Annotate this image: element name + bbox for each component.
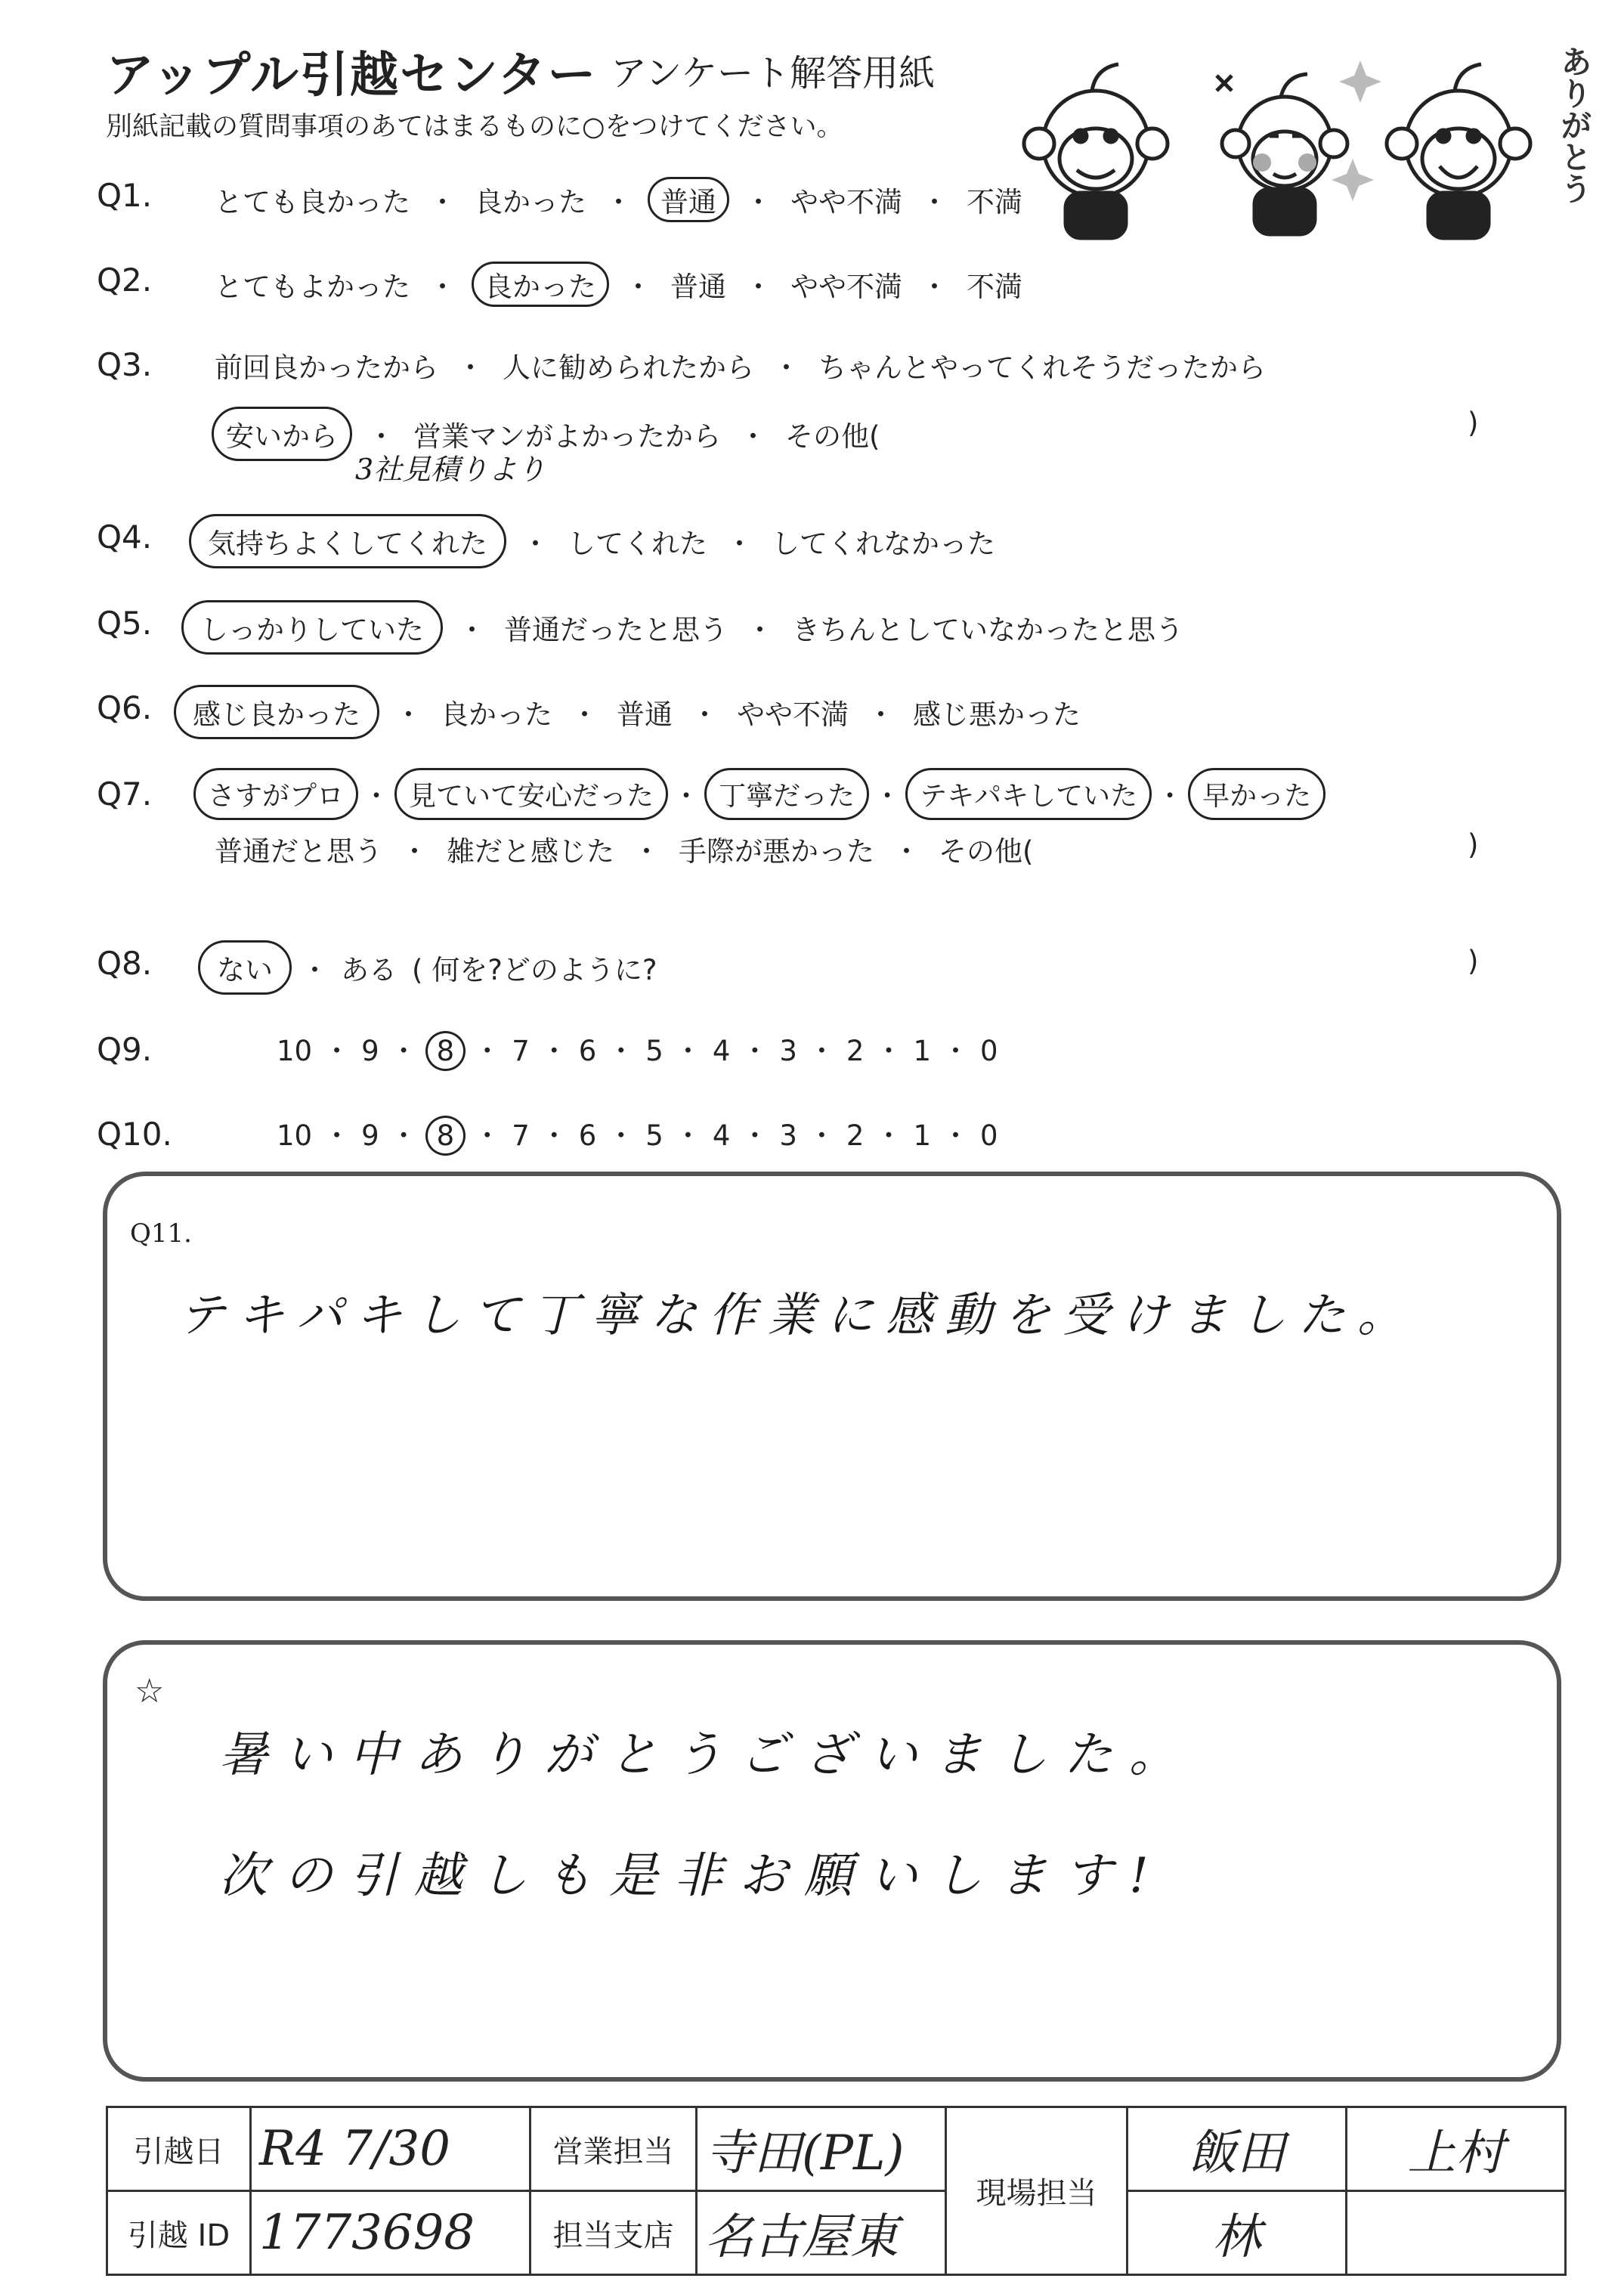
close-paren: ) <box>1468 828 1479 861</box>
branch-value: 名古屋東 <box>697 2191 946 2275</box>
moving-id-label: 引越 ID <box>107 2191 251 2275</box>
answer-options: 感じ良かった ・ 良かった ・ 普通 ・ やや不満 ・ 感じ悪かった <box>174 685 1084 739</box>
score[interactable]: 10 <box>277 1119 313 1152</box>
score[interactable]: 7 <box>512 1035 530 1067</box>
option[interactable]: その他( <box>785 420 880 453</box>
question-label: Q7. <box>97 776 153 813</box>
score-selected[interactable]: 8 <box>425 1116 466 1156</box>
option[interactable]: 雑だと感じた <box>447 835 614 868</box>
score[interactable]: 1 <box>913 1035 932 1067</box>
moving-date-value: R4 7/30 <box>251 2107 531 2191</box>
site-staff-1: 飯田 <box>1128 2107 1347 2191</box>
option[interactable]: 感じ悪かった <box>913 698 1081 731</box>
option-selected[interactable]: ない <box>198 940 292 995</box>
score[interactable]: 3 <box>779 1035 797 1067</box>
score[interactable]: 2 <box>846 1035 865 1067</box>
q11-free-answer-box[interactable] <box>103 1172 1561 1601</box>
star-icon: ☆ <box>135 1672 165 1710</box>
site-label: 現場担当 <box>946 2107 1128 2275</box>
company-name: アップル引越センター <box>106 48 598 104</box>
option[interactable]: やや不満 <box>790 186 902 218</box>
option[interactable]: 普通だと思う <box>215 835 382 868</box>
option-selected[interactable]: さすがプロ <box>193 768 358 820</box>
option[interactable]: 良かった <box>475 186 586 218</box>
option-selected[interactable]: 見ていて安心だった <box>394 768 668 820</box>
question-label: Q1. <box>97 177 153 214</box>
option[interactable]: 前回良かったから <box>215 351 438 384</box>
answer-options: しっかりしていた ・ 普通だったと思う ・ きちんとしていなかったと思う <box>181 600 1186 655</box>
q11-handwritten-answer: テキパキして丁寧な作業に感動を受けました。 <box>178 1287 1417 1342</box>
option[interactable]: 普通 <box>670 271 726 303</box>
question-label: Q3. <box>97 346 153 383</box>
option-selected[interactable]: テキパキしていた <box>905 768 1152 820</box>
option[interactable]: とても良かった <box>215 186 410 218</box>
option-selected[interactable]: 丁寧だった <box>704 768 869 820</box>
monkey-mascots-illustration <box>1005 30 1610 249</box>
score[interactable]: 4 <box>712 1035 731 1067</box>
question-label: Q2. <box>97 262 153 299</box>
moving-date-label: 引越日 <box>107 2107 251 2191</box>
option[interactable]: 不満 <box>967 271 1022 303</box>
option[interactable]: してくれなかった <box>772 528 995 560</box>
empty-cell <box>1347 2191 1566 2275</box>
option[interactable]: ちゃんとやってくれそうだったから <box>818 351 1266 384</box>
site-staff-2: 上村 <box>1347 2107 1566 2191</box>
score[interactable]: 5 <box>645 1035 664 1067</box>
option[interactable]: やや不満 <box>790 271 902 303</box>
close-paren: ) <box>1468 407 1479 439</box>
message-line-2: 次の引越しも是非お願いします! <box>219 1848 1165 1904</box>
q11-label: Q11. <box>130 1218 192 1249</box>
option[interactable]: 不満 <box>967 186 1022 218</box>
option[interactable]: してくれた <box>568 528 707 560</box>
option-selected[interactable]: 普通 <box>648 177 729 222</box>
score[interactable]: 9 <box>361 1035 379 1067</box>
form-title: アンケート解答用紙 <box>611 52 936 94</box>
question-label: Q8. <box>97 945 153 982</box>
option[interactable]: とてもよかった <box>215 271 410 303</box>
option[interactable]: やや不満 <box>737 698 849 731</box>
option[interactable]: きちんとしていなかったと思う <box>792 614 1183 646</box>
question-label: Q6. <box>97 689 153 726</box>
instruction-text: 別紙記載の質問事項のあてはまるものに○をつけてください。 <box>106 112 843 142</box>
sales-value: 寺田(PL) <box>697 2107 946 2191</box>
answer-options: さすがプロ ・ 見ていて安心だった ・ 丁寧だった ・ テキパキしていた ・ 早かった <box>193 768 1325 820</box>
thanks-vertical-text: ありがとう <box>1556 45 1593 204</box>
option-selected[interactable]: 感じ良かった <box>174 685 379 739</box>
moving-id-value: 1773698 <box>251 2191 531 2275</box>
question-label: Q5. <box>97 605 153 642</box>
option-detail: ( 何を?どのように? <box>412 954 657 986</box>
option-selected[interactable]: 気持ちよくしてくれた <box>189 514 506 568</box>
option[interactable]: 営業マンがよかったから <box>413 420 721 453</box>
sales-label: 営業担当 <box>531 2107 697 2191</box>
score-options: 10 ・ 9 ・ 8 ・ 7 ・ 6 ・ 5 ・ 4 ・ 3 ・ 2 ・ 1 ・ 0 <box>274 1028 1001 1071</box>
score-options: 10 ・ 9 ・ 8 ・ 7 ・ 6 ・ 5 ・ 4 ・ 3 ・ 2 ・ 1 ・ 0 <box>274 1113 1001 1156</box>
branch-label: 担当支店 <box>531 2191 697 2275</box>
option-selected[interactable]: 安いから <box>212 407 352 461</box>
answer-options: 気持ちよくしてくれた ・ してくれた ・ してくれなかった <box>189 514 998 568</box>
score[interactable]: 10 <box>277 1035 313 1067</box>
answer-options: とてもよかった ・ 良かった ・ 普通 ・ やや不満 ・ 不満 <box>212 262 1025 307</box>
option-selected[interactable]: 早かった <box>1188 768 1325 820</box>
message-line-1: 暑い中ありがとうございました。 <box>219 1727 1194 1783</box>
score[interactable]: 5 <box>645 1119 664 1152</box>
footer-info-table <box>106 2106 1567 2276</box>
handwritten-note: 3社見積りより <box>355 453 546 486</box>
question-label: Q4. <box>97 519 153 556</box>
score[interactable]: 0 <box>980 1119 998 1152</box>
option[interactable]: その他( <box>939 835 1034 868</box>
answer-options-row2: 普通だと思う ・ 雑だと感じた ・ 手際が悪かった ・ その他( <box>212 828 1036 869</box>
option[interactable]: 手際が悪かった <box>679 835 874 868</box>
option[interactable]: 普通だったと思う <box>504 614 728 646</box>
answer-options: 前回良かったから ・ 人に勧められたから ・ ちゃんとやってくれそうだったから <box>212 345 1269 385</box>
question-label: Q10. <box>97 1116 172 1153</box>
option-selected[interactable]: しっかりしていた <box>181 600 443 655</box>
close-paren: ) <box>1468 945 1479 977</box>
score-selected[interactable]: 8 <box>425 1031 466 1071</box>
option[interactable]: 普通 <box>617 698 673 731</box>
score[interactable]: 6 <box>578 1035 597 1067</box>
score[interactable]: 4 <box>712 1119 731 1152</box>
answer-options: とても良かった ・ 良かった ・ 普通 ・ やや不満 ・ 不満 <box>212 177 1025 222</box>
answer-options: ない ・ ある ( 何を?どのように? <box>198 940 660 995</box>
score[interactable]: 7 <box>512 1119 530 1152</box>
option-selected[interactable]: 良かった <box>472 262 609 307</box>
site-staff-3: 林 <box>1128 2191 1347 2275</box>
option[interactable]: 良かった <box>441 698 552 731</box>
question-label: Q9. <box>97 1031 153 1068</box>
score[interactable]: 6 <box>578 1119 597 1152</box>
score[interactable]: 0 <box>980 1035 998 1067</box>
answer-options-row2: 安いから ・ 営業マンがよかったから ・ その他( <box>212 407 883 461</box>
score[interactable]: 3 <box>779 1119 797 1152</box>
score[interactable]: 2 <box>846 1119 865 1152</box>
option[interactable]: 人に勧められたから <box>503 351 754 384</box>
score[interactable]: 1 <box>913 1119 932 1152</box>
score[interactable]: 9 <box>361 1119 379 1152</box>
option[interactable]: ある <box>341 954 397 986</box>
